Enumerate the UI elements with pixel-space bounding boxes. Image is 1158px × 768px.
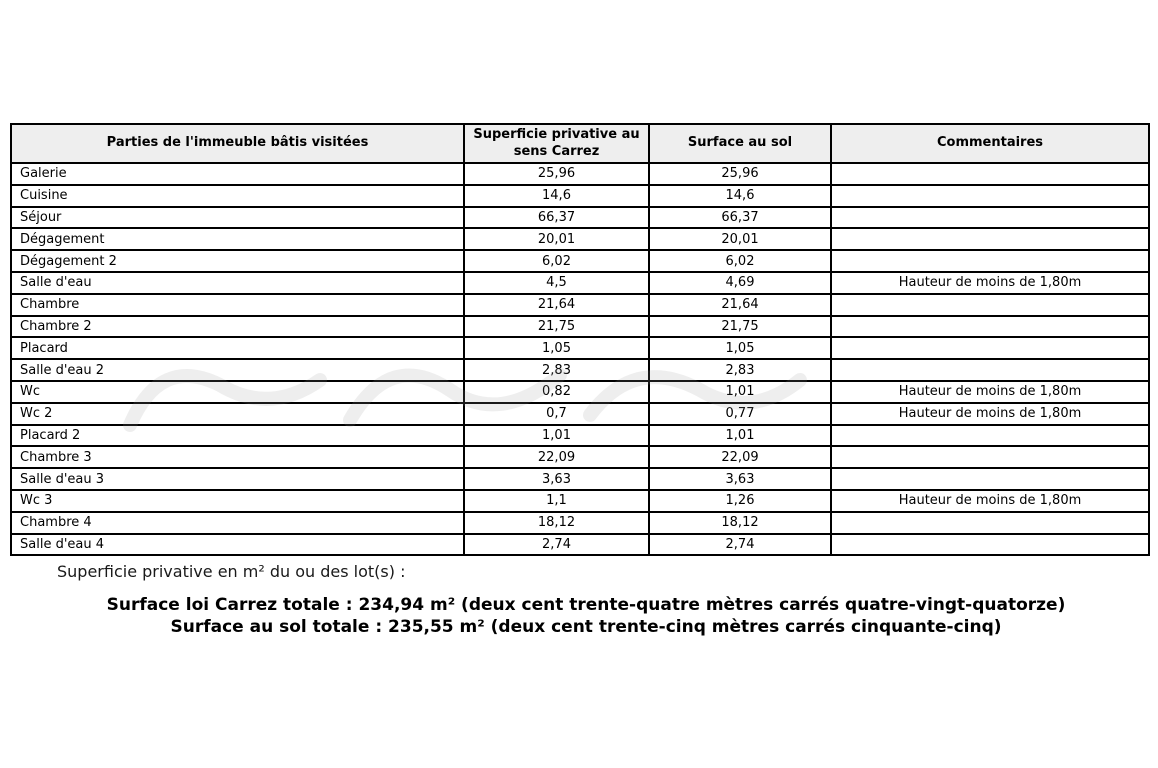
cell-part: Galerie: [11, 163, 464, 185]
cell-part: Wc 3: [11, 490, 464, 512]
cell-comment: [831, 512, 1149, 534]
cell-part: Chambre 4: [11, 512, 464, 534]
table-row: [11, 534, 1149, 556]
cell-comment: [831, 163, 1149, 185]
table-row: [11, 359, 1149, 381]
cell-part: Chambre 3: [11, 446, 464, 468]
table-row: [11, 381, 1149, 403]
cell-carrez: 6,02: [464, 250, 649, 272]
cell-part: Chambre 2: [11, 316, 464, 338]
table-row: [11, 185, 1149, 207]
table-row: [11, 207, 1149, 229]
cell-carrez: 18,12: [464, 512, 649, 534]
table-row: [11, 337, 1149, 359]
cell-sol: 4,69: [649, 272, 831, 294]
cell-carrez: 0,82: [464, 381, 649, 403]
header-parts: Parties de l'immeuble bâtis visitées: [11, 124, 464, 163]
header-surface-sol: Surface au sol: [649, 124, 831, 163]
cell-comment: Hauteur de moins de 1,80m: [831, 490, 1149, 512]
cell-sol: 25,96: [649, 163, 831, 185]
table-row: [11, 425, 1149, 447]
cell-carrez: 20,01: [464, 228, 649, 250]
cell-comment: [831, 468, 1149, 490]
total-carrez-line: Surface loi Carrez totale : 234,94 m² (deux cent trente-quatre mètres carrés quatre-vingt-quatorze): [106, 595, 1066, 615]
cell-sol: 2,83: [649, 359, 831, 381]
cell-part: Cuisine: [11, 185, 464, 207]
cell-carrez: 4,5: [464, 272, 649, 294]
table-row: [11, 228, 1149, 250]
cell-sol: 1,01: [649, 381, 831, 403]
table-row: [11, 512, 1149, 534]
cell-sol: 66,37: [649, 207, 831, 229]
cell-comment: [831, 337, 1149, 359]
table-row: [11, 250, 1149, 272]
cell-part: Wc: [11, 381, 464, 403]
cell-sol: 1,05: [649, 337, 831, 359]
cell-comment: [831, 207, 1149, 229]
cell-sol: 21,64: [649, 294, 831, 316]
table-row: [11, 272, 1149, 294]
cell-comment: [831, 316, 1149, 338]
cell-part: Séjour: [11, 207, 464, 229]
cell-part: Placard: [11, 337, 464, 359]
total-sol-line: Surface au sol totale : 235,55 m² (deux cent trente-cinq mètres carrés cinquante-cinq): [170, 617, 1002, 637]
cell-sol: 1,26: [649, 490, 831, 512]
cell-part: Dégagement: [11, 228, 464, 250]
cell-sol: 14,6: [649, 185, 831, 207]
cell-carrez: 21,64: [464, 294, 649, 316]
cell-carrez: 1,05: [464, 337, 649, 359]
cell-carrez: 1,01: [464, 425, 649, 447]
cell-comment: [831, 446, 1149, 468]
cell-comment: [831, 425, 1149, 447]
superficie-intro-text: Superficie privative en m² du ou des lot(s) :: [57, 562, 406, 581]
cell-carrez: 25,96: [464, 163, 649, 185]
table-row: [11, 316, 1149, 338]
table-row: [11, 294, 1149, 316]
cell-carrez: 22,09: [464, 446, 649, 468]
cell-comment: [831, 534, 1149, 556]
cell-part: Chambre: [11, 294, 464, 316]
cell-sol: 6,02: [649, 250, 831, 272]
cell-part: Salle d'eau 4: [11, 534, 464, 556]
cell-carrez: 2,74: [464, 534, 649, 556]
cell-carrez: 0,7: [464, 403, 649, 425]
cell-part: Salle d'eau 3: [11, 468, 464, 490]
cell-part: Wc 2: [11, 403, 464, 425]
cell-sol: 3,63: [649, 468, 831, 490]
totals-block: [14, 594, 1158, 638]
table-row: [11, 468, 1149, 490]
header-carrez: Superficie privative au sens Carrez: [464, 124, 649, 163]
cell-comment: [831, 250, 1149, 272]
cell-sol: 22,09: [649, 446, 831, 468]
cell-comment: [831, 294, 1149, 316]
cell-carrez: 14,6: [464, 185, 649, 207]
cell-carrez: 66,37: [464, 207, 649, 229]
table-header-row: [11, 124, 1149, 163]
table-header: [11, 124, 1149, 163]
cell-sol: 2,74: [649, 534, 831, 556]
table-row: [11, 403, 1149, 425]
cell-sol: 18,12: [649, 512, 831, 534]
cell-comment: [831, 228, 1149, 250]
table-row: [11, 446, 1149, 468]
cell-carrez: 3,63: [464, 468, 649, 490]
cell-sol: 21,75: [649, 316, 831, 338]
cell-carrez: 2,83: [464, 359, 649, 381]
cell-sol: 20,01: [649, 228, 831, 250]
cell-comment: [831, 185, 1149, 207]
cell-part: Dégagement 2: [11, 250, 464, 272]
cell-comment: Hauteur de moins de 1,80m: [831, 381, 1149, 403]
cell-comment: [831, 359, 1149, 381]
table-body: [11, 163, 1149, 555]
cell-carrez: 1,1: [464, 490, 649, 512]
cell-sol: 1,01: [649, 425, 831, 447]
cell-part: Salle d'eau: [11, 272, 464, 294]
table-row: [11, 163, 1149, 185]
header-commentaires: Commentaires: [831, 124, 1149, 163]
carrez-surface-table: [10, 123, 1150, 556]
table-row: [11, 490, 1149, 512]
cell-comment: Hauteur de moins de 1,80m: [831, 272, 1149, 294]
cell-part: Salle d'eau 2: [11, 359, 464, 381]
cell-carrez: 21,75: [464, 316, 649, 338]
cell-sol: 0,77: [649, 403, 831, 425]
cell-comment: Hauteur de moins de 1,80m: [831, 403, 1149, 425]
cell-part: Placard 2: [11, 425, 464, 447]
